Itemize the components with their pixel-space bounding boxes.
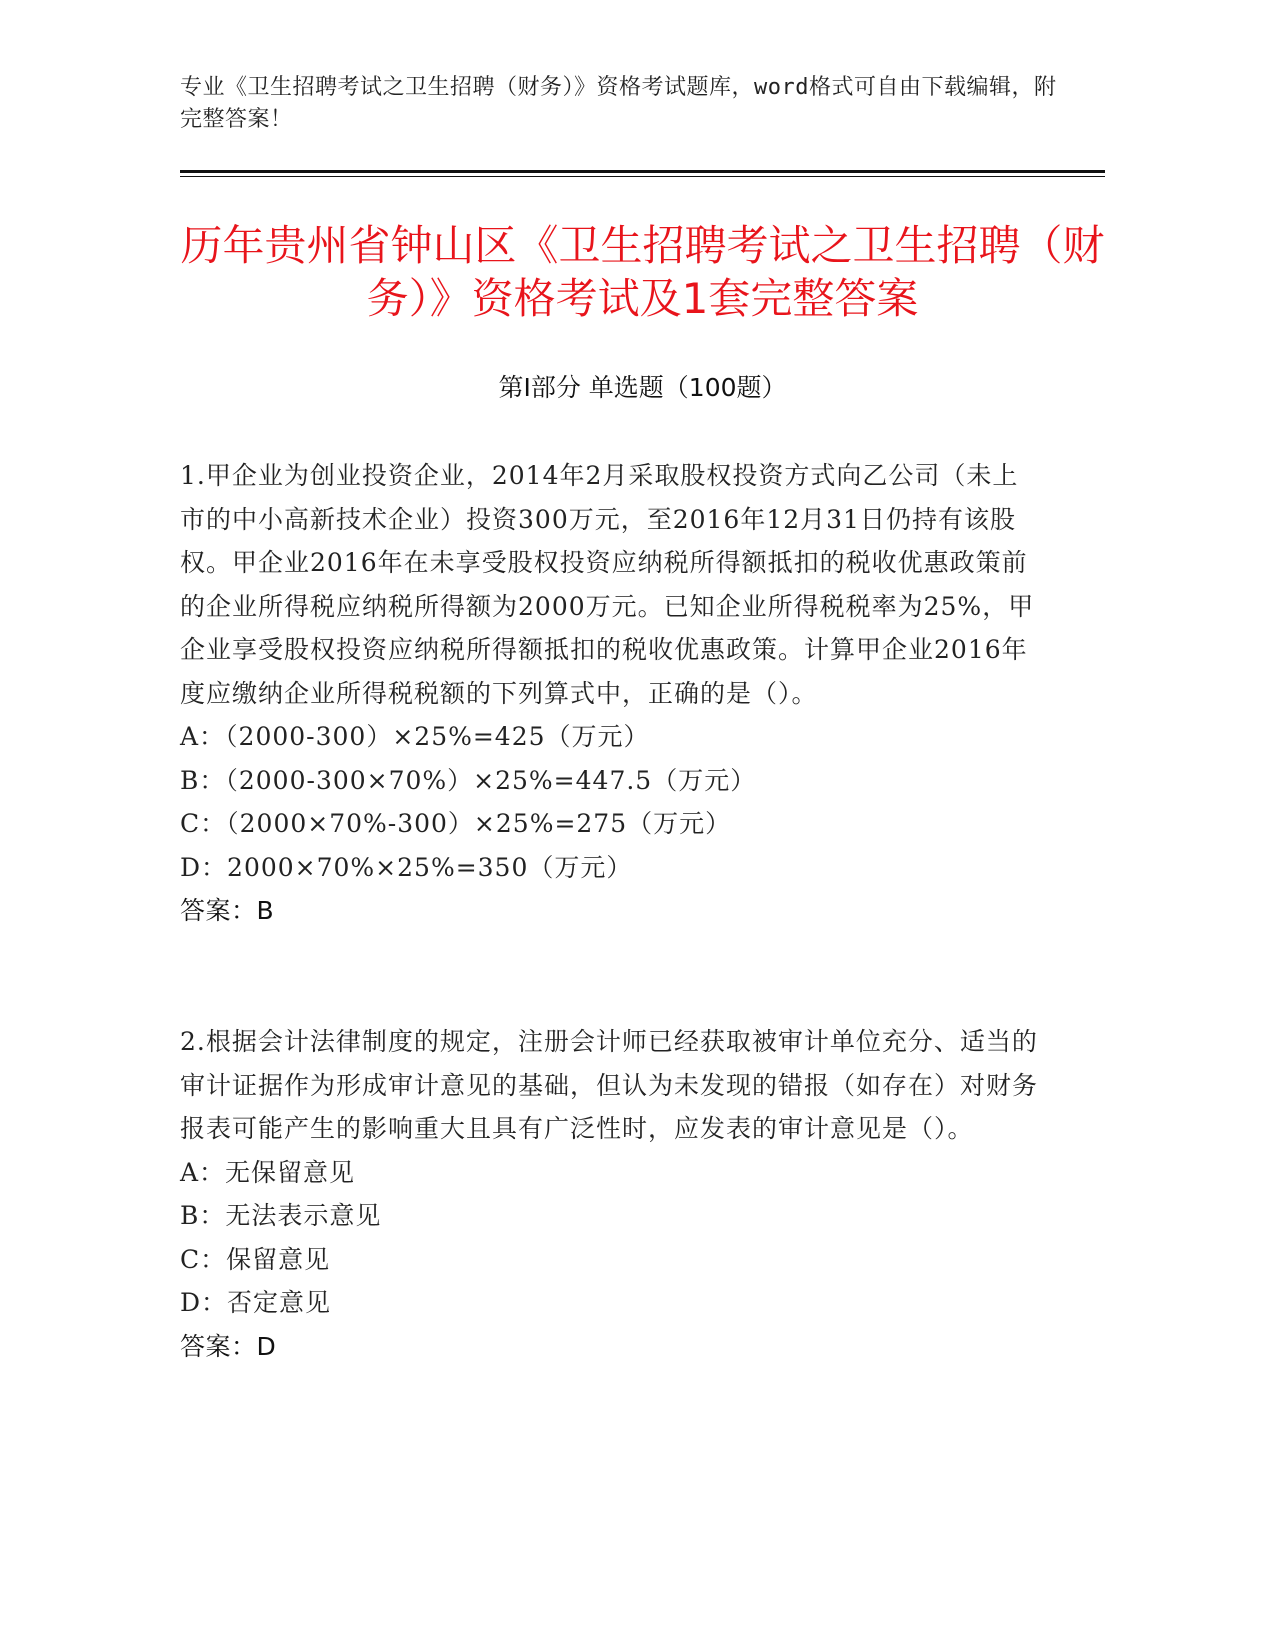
option-c: C：保留意见 [180,1244,331,1274]
header-note: 专业《卫生招聘考试之卫生招聘（财务）》资格考试题库，word格式可自由下载编辑，附完整答案！ [180,75,1057,132]
option-c: C：（2000×70%-300）×25%=275（万元） [180,809,732,838]
section-title: 第Ⅰ部分 单选题（100题） [498,373,787,402]
question-stem: 2.根据会计法律制度的规定，注册会计师已经获取被审计单位充分、适当的审计证据作为形成审计意见的基础，但认为未发现的错报（如存在）对财务报表可能产生的影响重大且具有广泛性时，应发表的审计意见是（）。 [180,1027,1039,1143]
answer-line: 答案：D [180,1331,277,1361]
option-b: B：无法表示意见 [180,1201,382,1230]
option-d: D：否定意见 [180,1288,332,1317]
option-d: D：2000×70%×25%=350（万元） [180,852,633,882]
option-b: B：（2000-300×70%）×25%=447.5（万元） [180,765,757,795]
question-stem: 1.甲企业为创业投资企业，2014年2月采取股权投资方式向乙公司（未上市的中小高新技术企业）投资300万元，至2016年12月31日仍持有该股权。甲企业2016年在未享受股权投资应纳税所得额抵扣的税收优惠政策前的企业所得税应纳税所得额为2000万元。已知企业所得税税率为25%，甲企业享受股权投资应纳税所得额抵扣的税收优惠政策。计算甲企业2016年度应缴纳企业所得税税额的下列算式中，正确的是（）。 [180,461,1035,708]
header-rule-thin [180,176,1105,177]
header-rule-thick [180,170,1105,173]
question-2 [180,1020,1040,1368]
question-1 [180,454,1040,933]
document-title: 历年贵州省钟山区《卫生招聘考试之卫生招聘（财务）》资格考试及1套完整答案 [180,221,1105,323]
option-a: A：（2000-300）×25%=425（万元） [180,722,650,751]
option-a: A：无保留意见 [180,1157,356,1187]
answer-line: 答案：B [180,896,275,925]
